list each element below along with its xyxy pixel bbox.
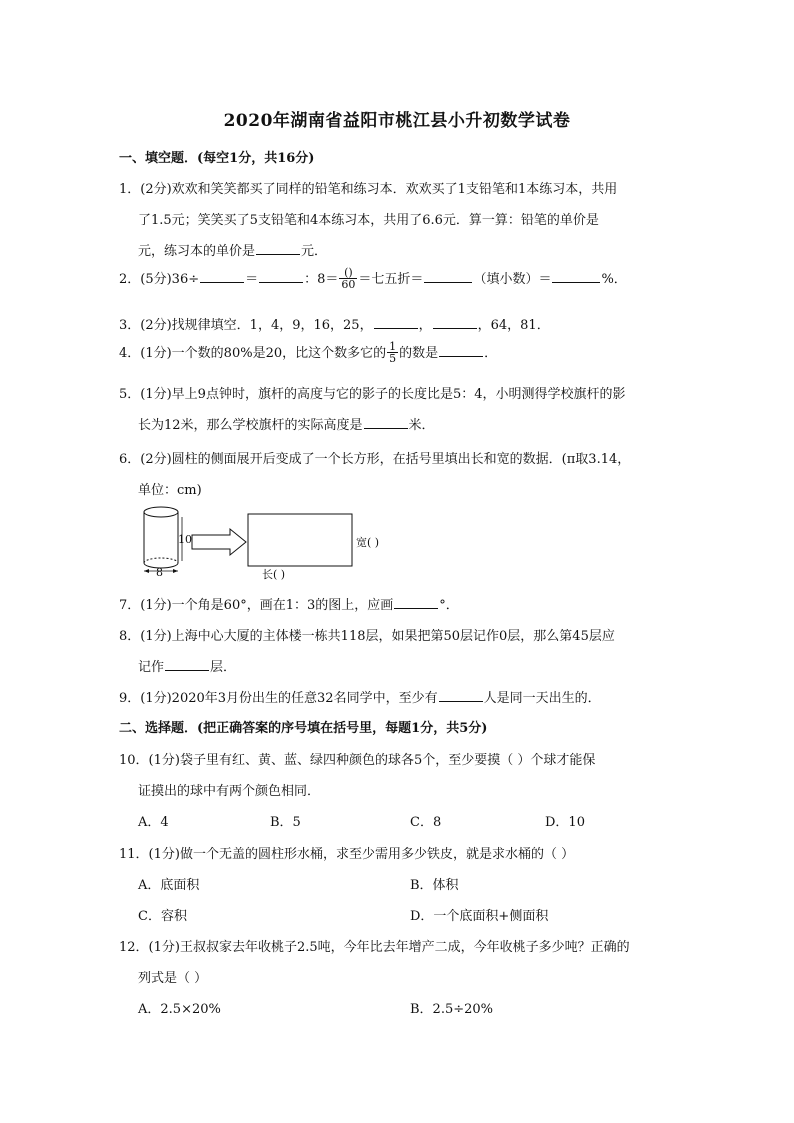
question-12-option-a[interactable]: A．2.5×20% (138, 1002, 221, 1017)
section-heading-fill-blank: 一、填空题．(每空1分，共16分) (119, 151, 315, 166)
fraction-denominator: 5 (389, 352, 397, 365)
question-2-text-e: （填小数）＝ (473, 272, 552, 287)
question-5-line-2 (138, 414, 435, 433)
question-3-text-b: ， (418, 318, 432, 333)
answer-blank[interactable] (433, 327, 477, 329)
question-7-text-a: 7．(1分)一个角是60°，画在1：3的图上，应画 (119, 598, 394, 613)
page-title: 2020年湖南省益阳市桃江县小升初数学试卷 (223, 111, 571, 131)
question-1-line-2: 了1.5元；笑笑买了5支铅笔和4本练习本，共用了6.6元．算一算：铅笔的单价是 (138, 213, 599, 228)
question-12-option-b[interactable]: B．2.5÷20% (410, 1002, 494, 1017)
question-1-line-1: 1．(2分)欢欢和笑笑都买了同样的铅笔和练习本．欢欢买了1支铅笔和1本练习本，共用 (119, 182, 618, 197)
section-heading-multiple-choice: 二、选择题．(把正确答案的序号填在括号里，每题1分，共5分) (119, 721, 488, 736)
fraction (339, 267, 357, 290)
question-8-line-2 (138, 656, 236, 675)
question-1-line-3 (138, 240, 327, 259)
answer-blank[interactable] (439, 355, 483, 357)
question-6-line-2: 单位：cm) (138, 483, 202, 498)
answer-blank[interactable] (256, 253, 300, 255)
question-10-option-d[interactable]: D．10 (545, 815, 585, 830)
question-2-text-a: 2．(5分)36÷ (119, 272, 200, 287)
question-1-text-a: 元，练习本的单价是 (138, 244, 256, 259)
cylinder-height-label: 10 (178, 533, 192, 546)
rectangle-width-label[interactable]: 宽( ) (356, 536, 380, 549)
question-2-line (119, 268, 627, 291)
question-6-line-1: 6．(2分)圆柱的侧面展开后变成了一个长方形，在括号里填出长和宽的数据．(π取3.14， (119, 452, 631, 467)
question-11-line-1: 11．(1分)做一个无盖的圆柱形水桶，求至少需用多少铁皮，就是求水桶的（ ） (119, 847, 575, 862)
answer-blank[interactable] (552, 281, 600, 283)
question-4-text-a: 4．(1分)一个数的80%是20，比这个数多它的 (119, 346, 387, 361)
question-4-line (119, 342, 497, 365)
answer-blank[interactable] (259, 281, 303, 283)
question-3-line (119, 314, 550, 333)
fraction-numerator[interactable]: () (344, 266, 353, 279)
question-3-text-c: ，64，81． (477, 318, 550, 333)
answer-blank[interactable] (364, 427, 408, 429)
question-7-text-b: °． (439, 598, 459, 613)
question-9-text-b: 人是同一天出生的． (483, 691, 601, 706)
question-11-option-b[interactable]: B．体积 (410, 878, 459, 893)
question-2-text-d: ＝七五折＝ (358, 272, 424, 287)
answer-blank[interactable] (439, 700, 483, 702)
question-2-text-f: %． (601, 272, 627, 287)
question-4-text-c: ． (484, 346, 498, 361)
right-arrow-icon (192, 529, 246, 555)
answer-blank[interactable] (200, 281, 244, 283)
question-9-text-a: 9．(1分)2020年3月份出生的任意32名同学中，至少有 (119, 691, 438, 706)
question-2-text-c: ：8＝ (304, 272, 339, 287)
answer-blank[interactable] (165, 669, 209, 671)
fraction-numerator: 1 (389, 340, 397, 353)
question-5-text-a: 长为12米，那么学校旗杆的实际高度是 (138, 418, 363, 433)
answer-blank[interactable] (394, 607, 438, 609)
question-10-option-b[interactable]: B．5 (270, 815, 301, 830)
question-11-option-c[interactable]: C．容积 (138, 909, 187, 924)
rectangle-length-label[interactable]: 长( ) (262, 568, 286, 581)
question-8-text-b: 层． (210, 660, 237, 675)
fraction-denominator: 60 (341, 278, 356, 291)
question-11-option-a[interactable]: A．底面积 (138, 878, 200, 893)
cylinder-diameter-label: 8 (156, 566, 163, 579)
cylinder-unfold-figure (130, 503, 430, 583)
question-10-line-2: 证摸出的球中有两个颜色相同． (138, 784, 321, 799)
question-3-text-a: 3．(2分)找规律填空．1，4，9，16，25， (119, 318, 373, 333)
question-8-line-1: 8．(1分)上海中心大厦的主体楼一栋共118层，如果把第50层记作0层，那么第45层应 (119, 629, 615, 644)
answer-blank[interactable] (374, 327, 418, 329)
question-9-line (119, 687, 601, 706)
cylinder-shape (144, 507, 178, 568)
question-10-option-c[interactable]: C．8 (410, 815, 442, 830)
question-5-line-1: 5．(1分)早上9点钟时，旗杆的高度与它的影子的长度比是5：4，小明测得学校旗杆的影 (119, 387, 626, 402)
question-12-line-2: 列式是（ ） (138, 971, 208, 986)
question-4-text-b: 的数是 (399, 346, 439, 361)
question-2-text-b: ＝ (245, 272, 259, 287)
question-1-text-b: 元． (301, 244, 328, 259)
question-5-text-b: 米． (408, 418, 435, 433)
answer-blank[interactable] (424, 281, 472, 283)
question-10-line-1: 10．(1分)袋子里有红、黄、蓝、绿四种颜色的球各5个，至少要摸（ ）个球才能保 (119, 753, 596, 768)
question-12-line-1: 12．(1分)王叔叔家去年收桃子2.5吨，今年比去年增产二成，今年收桃子多少吨？正确的 (119, 940, 630, 955)
question-7-line (119, 594, 459, 613)
question-11-option-d[interactable]: D．一个底面积+侧面积 (410, 909, 549, 924)
question-8-text-a: 记作 (138, 660, 165, 675)
unfolded-rectangle (248, 514, 352, 566)
fraction (387, 341, 398, 364)
question-10-option-a[interactable]: A．4 (138, 815, 169, 830)
